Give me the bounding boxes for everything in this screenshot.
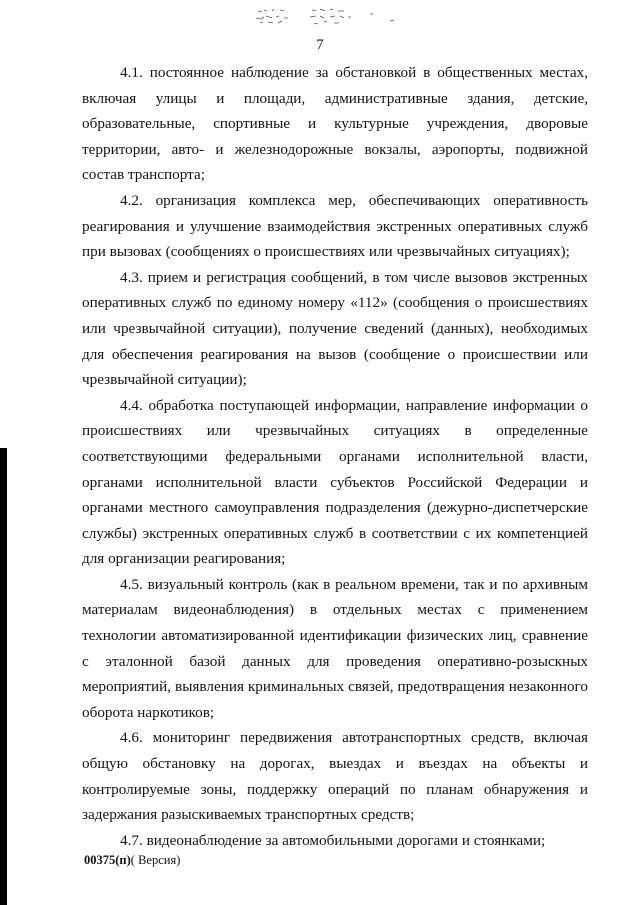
paragraph-4-4: 4.4. обработка поступающей информации, направление информации о происшествиях или чрезвычайных ситуациях в определенные соответствующими федеральными органами исполнительной власти, органами исполнительной власти субъектов Российской Федерации и органами местного самоуправления подразделения (дежурно-диспетчерские службы) экстренных оперативных служб в соответствии с их компетенцией для организации реагирования; bbox=[82, 396, 588, 568]
paragraph-4-7: 4.7. видеонаблюдение за автомобильными дорогами и стоянками; bbox=[120, 831, 546, 849]
document-footer bbox=[84, 853, 180, 868]
paragraph-4-3: 4.3. прием и регистрация сообщений, в том числе вызовов экстренных оперативных служб по единому номеру «112» (сообщения о происшествиях или чрезвычайной ситуации), получение сведений (данных), необходимых для обеспечения реагирования на вызов (сообщение о происшествии или чрезвычайной ситуации); bbox=[82, 268, 588, 389]
paragraph-4-5: 4.5. визуальный контроль (как в реальном времени, так и по архивным материалам видеонаблюдения) в отдельных местах с применением технологии автоматизированной идентификации физических лиц, сравнение с эталонной базой данных для проведения оперативно-розыскных мероприятий, выявления криминальных связей, предотвращения незаконного оборота наркотиков; bbox=[82, 575, 588, 721]
paragraph-4-2: 4.2. организация комплекса мер, обеспечивающих оперативность реагирования и улучшение взаимодействия экстренных оперативных служб при вызовах (сообщениях о происшествиях или чрезвычайных ситуациях); bbox=[82, 191, 588, 261]
paragraph-4-6: 4.6. мониторинг передвижения автотранспортных средств, включая общую обстановку на дорогах, выездах и въездах на объекты и контролируемые зоны, поддержку операций по планам обнаружения и задержания разыскиваемых транспортных средств; bbox=[82, 729, 588, 824]
scan-stamp-marks bbox=[250, 4, 410, 30]
scan-edge-bar bbox=[0, 448, 7, 905]
paragraph-4-1: 4.1. постоянное наблюдение за обстановкой в общественных местах, включая улицы и площади, административные здания, детские, образовательные, спортивные и культурные учреждения, дворовые территории, авто- и железнодорожные вокзалы, аэропорты, подвижной состав транспорта; bbox=[82, 64, 588, 184]
footer-document-code: 00375(п) bbox=[84, 853, 131, 867]
page-number: 7 bbox=[316, 37, 324, 53]
document-body bbox=[82, 60, 588, 853]
footer-version: ( Версия) bbox=[130, 853, 181, 867]
